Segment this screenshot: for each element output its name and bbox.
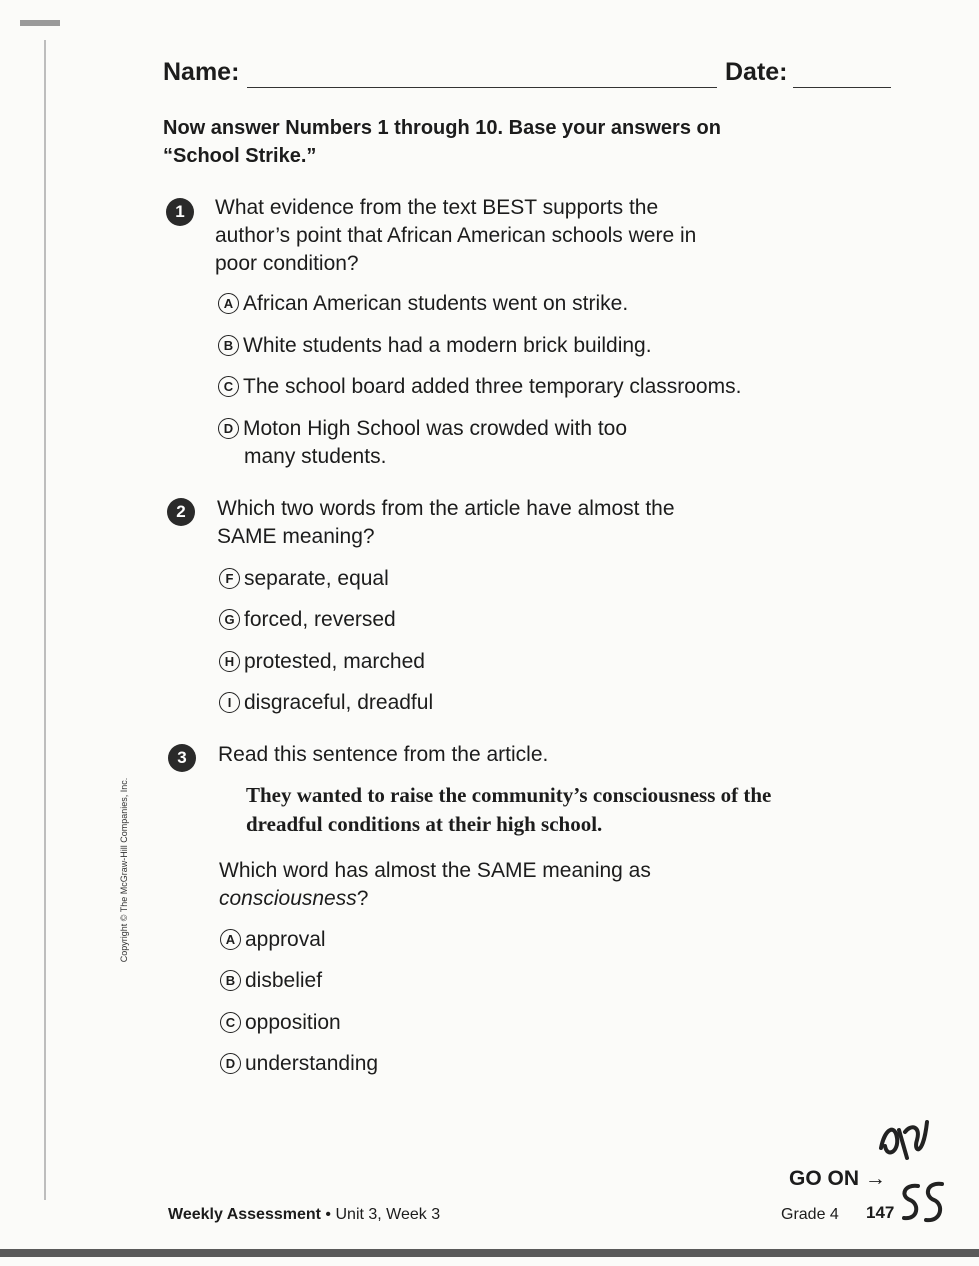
question-1-option-a[interactable] <box>218 290 628 318</box>
question-3-prompt <box>219 857 719 913</box>
grade-label: Grade 4 <box>781 1206 839 1223</box>
question-3-quote: They wanted to raise the community’s consciousness of the dreadful conditions at their high school. <box>246 783 772 836</box>
option-text: African American students went on strike. <box>243 292 629 315</box>
question-3-option-c[interactable] <box>220 1009 341 1037</box>
question-2-text: Which two words from the article have almost the SAME meaning? <box>217 497 675 548</box>
option-letter: B <box>218 335 239 356</box>
footer-title: Weekly Assessment <box>168 1206 321 1223</box>
option-letter: G <box>219 609 240 630</box>
binding-mark <box>20 20 60 26</box>
question-3-option-d[interactable] <box>220 1050 378 1078</box>
date-field[interactable] <box>793 87 891 88</box>
go-on-label: GO ON → <box>789 1167 886 1190</box>
question-1-option-d[interactable] <box>218 415 674 471</box>
option-text: separate, equal <box>244 567 389 590</box>
question-1-option-b[interactable] <box>218 332 652 360</box>
question-3-option-b[interactable] <box>220 967 322 995</box>
option-text: disgraceful, dreadful <box>244 691 434 714</box>
prompt-text: Which word has almost the SAME meaning as <box>219 859 651 882</box>
option-text: understanding <box>245 1052 379 1075</box>
question-1-number: 1 <box>166 198 194 226</box>
header-row <box>163 58 891 94</box>
question-1-option-c[interactable] <box>218 373 741 401</box>
question-2-option-g[interactable] <box>219 606 396 634</box>
option-text: forced, reversed <box>244 608 396 631</box>
date-label: Date: <box>725 58 788 86</box>
option-letter: A <box>218 293 239 314</box>
option-letter: H <box>219 651 240 672</box>
name-label: Name: <box>163 58 240 86</box>
handwritten-score <box>896 1180 946 1226</box>
question-2-option-i[interactable] <box>219 689 433 717</box>
option-letter: C <box>218 376 239 397</box>
footer-separator: • <box>320 1206 336 1223</box>
option-text: White students had a modern brick building. <box>243 334 652 357</box>
question-2-option-f[interactable] <box>219 565 389 593</box>
option-text: protested, marched <box>244 650 425 673</box>
page-bottom-edge <box>0 1249 979 1257</box>
option-letter: B <box>220 970 241 991</box>
option-letter: D <box>218 418 239 439</box>
name-field[interactable] <box>247 87 717 88</box>
option-letter: D <box>220 1053 241 1074</box>
option-text: Moton High School was crowded with too many students. <box>243 417 628 468</box>
option-letter: F <box>219 568 240 589</box>
prompt-keyword: consciousness <box>219 887 357 910</box>
copyright-notice: Copyright © The McGraw-Hill Companies, Inc. <box>119 777 129 963</box>
prompt-end: ? <box>356 887 369 910</box>
footer-unit: Unit 3, Week 3 <box>335 1206 441 1223</box>
question-3-option-a[interactable] <box>220 926 326 954</box>
option-letter: I <box>219 692 240 713</box>
question-2-option-h[interactable] <box>219 648 425 676</box>
binding-line <box>44 40 46 1200</box>
option-text: approval <box>245 928 326 951</box>
handwritten-scribble <box>877 1118 929 1164</box>
question-2-number: 2 <box>167 498 195 526</box>
footer-assessment <box>168 1206 440 1224</box>
question-3-text: Read this sentence from the article. <box>218 743 549 766</box>
instructions: Now answer Numbers 1 through 10. Base your answers on “School Strike.” <box>163 117 721 167</box>
option-text: disbelief <box>245 969 323 992</box>
page-number: 147 <box>866 1203 895 1222</box>
option-letter: C <box>220 1012 241 1033</box>
option-letter: A <box>220 929 241 950</box>
option-text: opposition <box>245 1011 341 1034</box>
question-3-number: 3 <box>168 744 196 772</box>
option-text: The school board added three temporary classrooms. <box>243 375 742 398</box>
question-1-text: What evidence from the text BEST supports the author’s point that African American schools were in poor condition? <box>215 196 697 275</box>
